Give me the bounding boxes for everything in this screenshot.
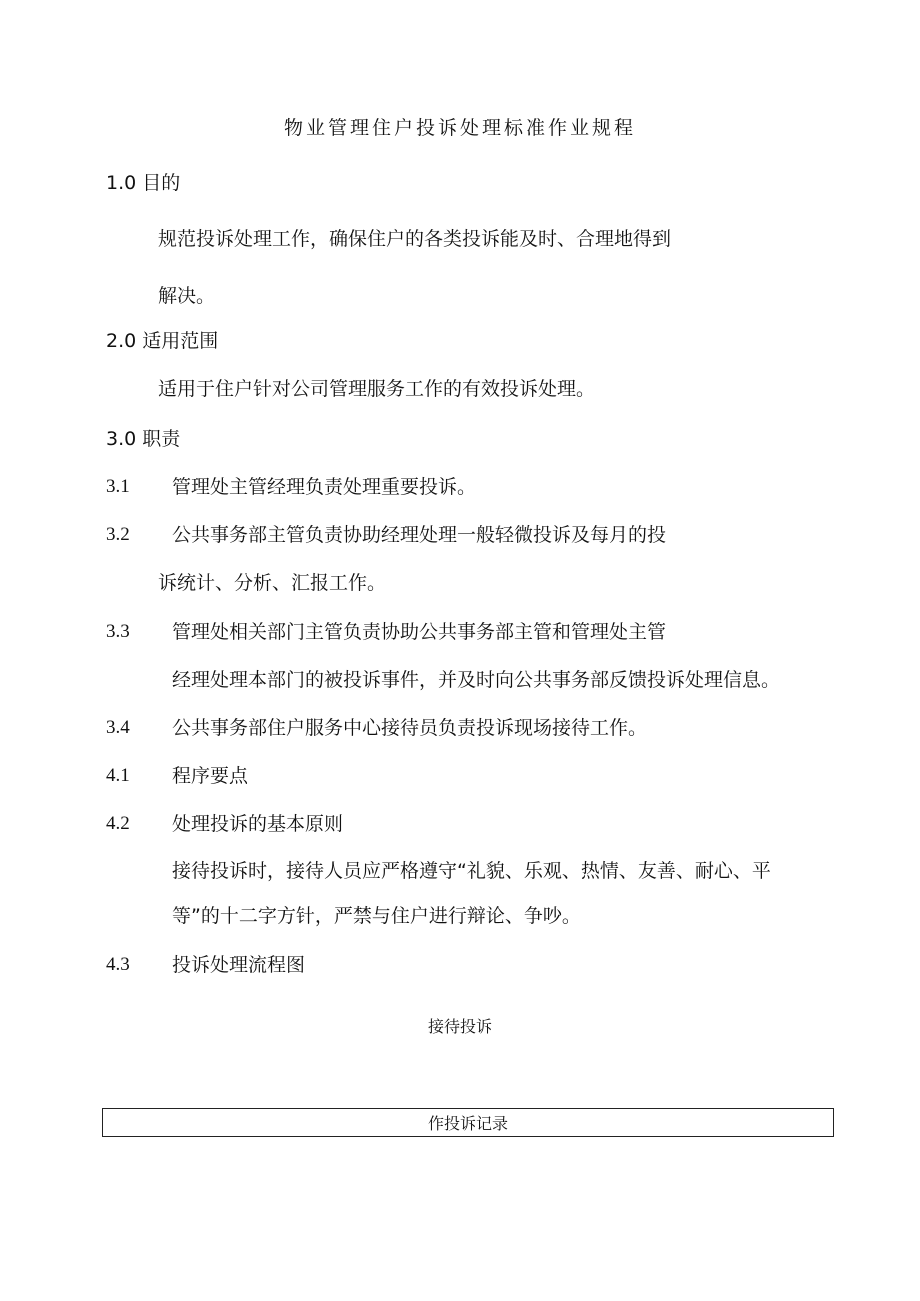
item-4-2-text: 处理投诉的基本原则 (172, 813, 344, 835)
item-4-1-number: 4.1 (106, 765, 130, 786)
item-3-1-text: 管理处主管经理负责处理重要投诉。 (172, 476, 477, 498)
flowchart-step-receive-complaint: 接待投诉 (427, 1017, 492, 1036)
item-4-2-number: 4.2 (106, 813, 130, 834)
item-4-1-text: 程序要点 (172, 765, 249, 787)
item-3-4-text: 公共事务部住户服务中心接待员负责投诉现场接待工作。 (172, 717, 648, 739)
section-3-heading: 3.0 职责 (106, 428, 181, 450)
item-4-2-body-line-2: 等”的十二字方针，严禁与住户进行辩论、争吵。 (172, 905, 581, 927)
section-2-heading: 2.0 适用范围 (106, 330, 219, 352)
section-1-heading: 1.0 目的 (106, 172, 181, 194)
item-3-3-text-line-1: 管理处相关部门主管负责协助公共事务部主管和管理处主管 (172, 621, 667, 643)
document-title: 物业管理住户投诉处理标准作业规程 (283, 117, 636, 139)
item-4-3-number: 4.3 (106, 954, 130, 975)
section-1-body-line-2: 解决。 (158, 285, 216, 307)
flowchart-step-record-complaint-label: 作投诉记录 (427, 1114, 508, 1133)
item-3-3-text-line-2: 经理处理本部门的被投诉事件，并及时向公共事务部反馈投诉处理信息。 (172, 669, 781, 691)
item-3-4-number: 3.4 (106, 717, 130, 738)
item-3-2-number: 3.2 (106, 524, 130, 545)
item-4-2-body-line-1: 接待投诉时，接待人员应严格遵守“礼貌、乐观、热情、友善、耐心、平 (172, 860, 771, 882)
flowchart-step-record-complaint-box (102, 1108, 834, 1137)
item-4-3-text: 投诉处理流程图 (172, 954, 306, 976)
section-2-body: 适用于住户针对公司管理服务工作的有效投诉处理。 (158, 378, 596, 400)
item-3-2-text-line-1: 公共事务部主管负责协助经理处理一般轻微投诉及每月的投 (172, 524, 667, 546)
item-3-3-number: 3.3 (106, 621, 130, 642)
section-1-body-line-1: 规范投诉处理工作，确保住户的各类投诉能及时、合理地得到 (158, 228, 672, 250)
item-3-2-text-line-2: 诉统计、分析、汇报工作。 (158, 572, 387, 594)
item-3-1-number: 3.1 (106, 476, 130, 497)
